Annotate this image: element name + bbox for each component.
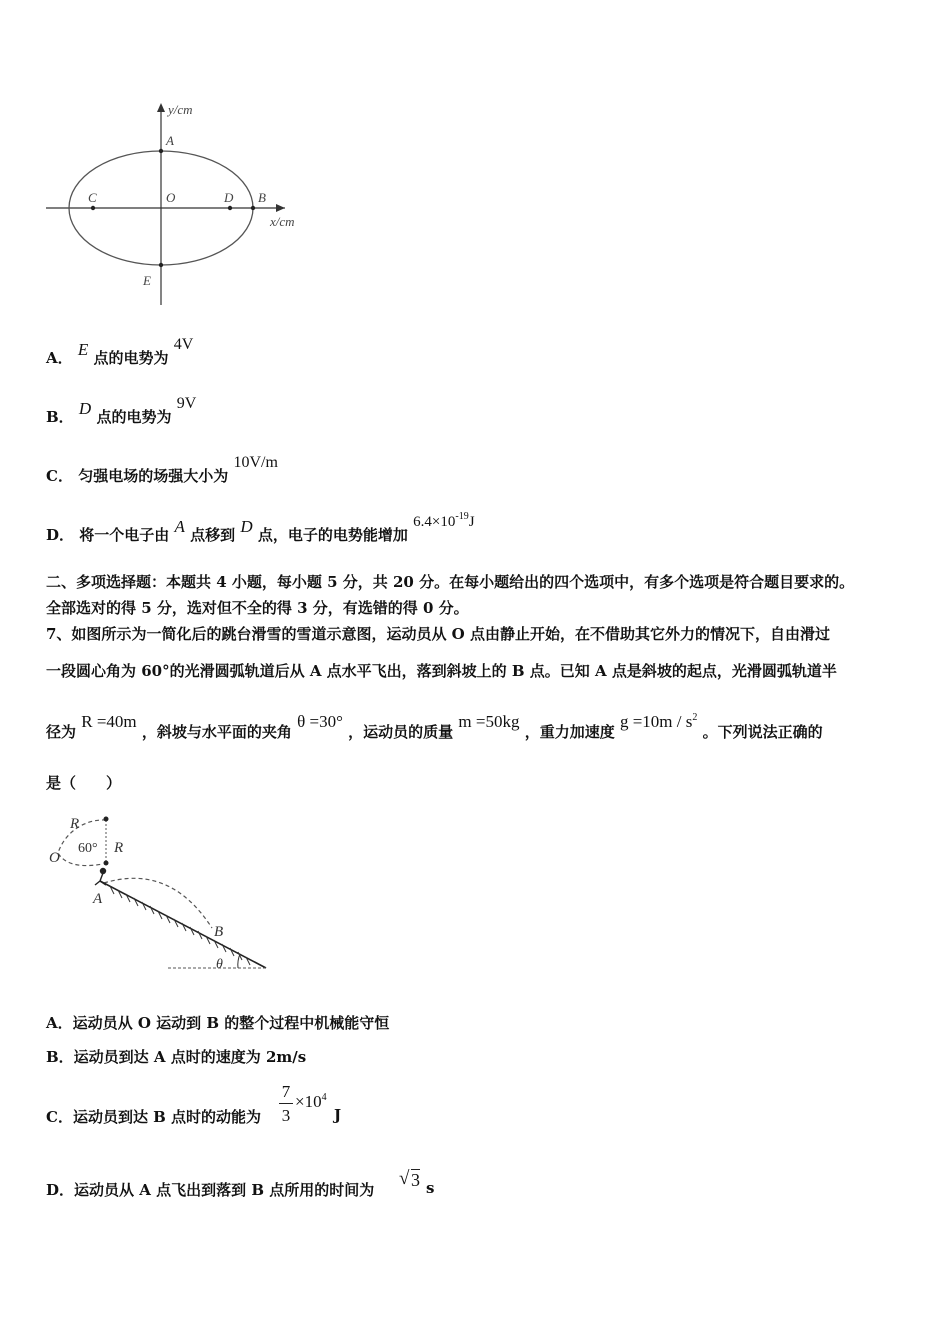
q7-option-a: A．运动员从 O 运动到 B 的整个过程中机械能守恒 xyxy=(46,1014,390,1032)
fraction-denominator: 3 xyxy=(281,1106,291,1125)
math-r: R =40m xyxy=(81,712,137,731)
option-a: A． E 点的电势为 4V xyxy=(46,336,194,367)
option-c: C． 匀强电场的场强大小为 10V/m xyxy=(46,454,278,485)
q7-line-4: 是（ ） xyxy=(46,774,122,792)
ellipse-figure xyxy=(40,95,320,310)
point-b-label: B xyxy=(258,190,266,205)
point-a-label: A xyxy=(166,133,174,148)
ski-jump-figure xyxy=(40,808,280,973)
math-m: m =50kg xyxy=(458,712,520,731)
x-axis-label: x/cm xyxy=(270,214,295,229)
label-o: O xyxy=(49,850,60,866)
fraction-numerator: 7 xyxy=(281,1082,291,1101)
q7-line-2: 一段圆心角为 60°的光滑圆弧轨道后从 A 点水平飞出，落到斜坡上的 B 点。已知 A 点是斜坡的起点，光滑圆弧轨道半 xyxy=(46,662,837,680)
label-r-top: R xyxy=(70,816,80,832)
y-axis-label: y/cm xyxy=(168,102,193,117)
label-60deg: 60° xyxy=(78,841,98,856)
sqrt-symbol: √ xyxy=(399,1168,410,1189)
label-r-right: R xyxy=(114,840,124,856)
label-theta: θ xyxy=(216,957,223,972)
q7-option-b: B．运动员到达 A 点时的速度为 2m/s xyxy=(46,1048,307,1066)
section-line-2: 全部选对的得 5 分，选对但不全的得 3 分，有选错的得 0 分。 xyxy=(46,599,469,617)
q7-line-3: 径为 R =40m ，斜坡与水平面的夹角 θ =30° ，运动员的质量 m =50kg ，重力加速度 $g =10m / s^2$ 。下列说法正确的 xyxy=(46,712,823,741)
point-e-label: E xyxy=(143,273,151,288)
sqrt-radicand: 3 xyxy=(411,1170,420,1190)
point-c-label: C xyxy=(88,190,97,205)
math-theta: θ =30° xyxy=(297,712,343,731)
point-o-label: O xyxy=(166,190,176,205)
section-line-1: 二、多项选择题：本题共 4 小题，每小题 5 分，共 20 分。在每小题给出的四个选项中，有多个选项是符合题目要求的。 xyxy=(46,573,855,591)
label-a: A xyxy=(93,891,103,907)
math-g: $g =10m / s^2$ xyxy=(619,712,698,731)
label-b: B xyxy=(214,924,224,940)
option-d: D． 将一个电子由 A 点移到 D 点，电子的电势能增加 $6.4\times 10^{-19}J$ xyxy=(46,511,475,544)
q7-line-1: 7、如图所示为一简化后的跳台滑雪的雪道示意图，运动员从 O 点由静止开始，在不借助其它外力的情况下，自由滑过 xyxy=(46,625,830,643)
point-d-label: D xyxy=(224,190,234,205)
option-b: B． D 点的电势为 9V xyxy=(46,395,197,426)
flight-path xyxy=(104,878,212,928)
